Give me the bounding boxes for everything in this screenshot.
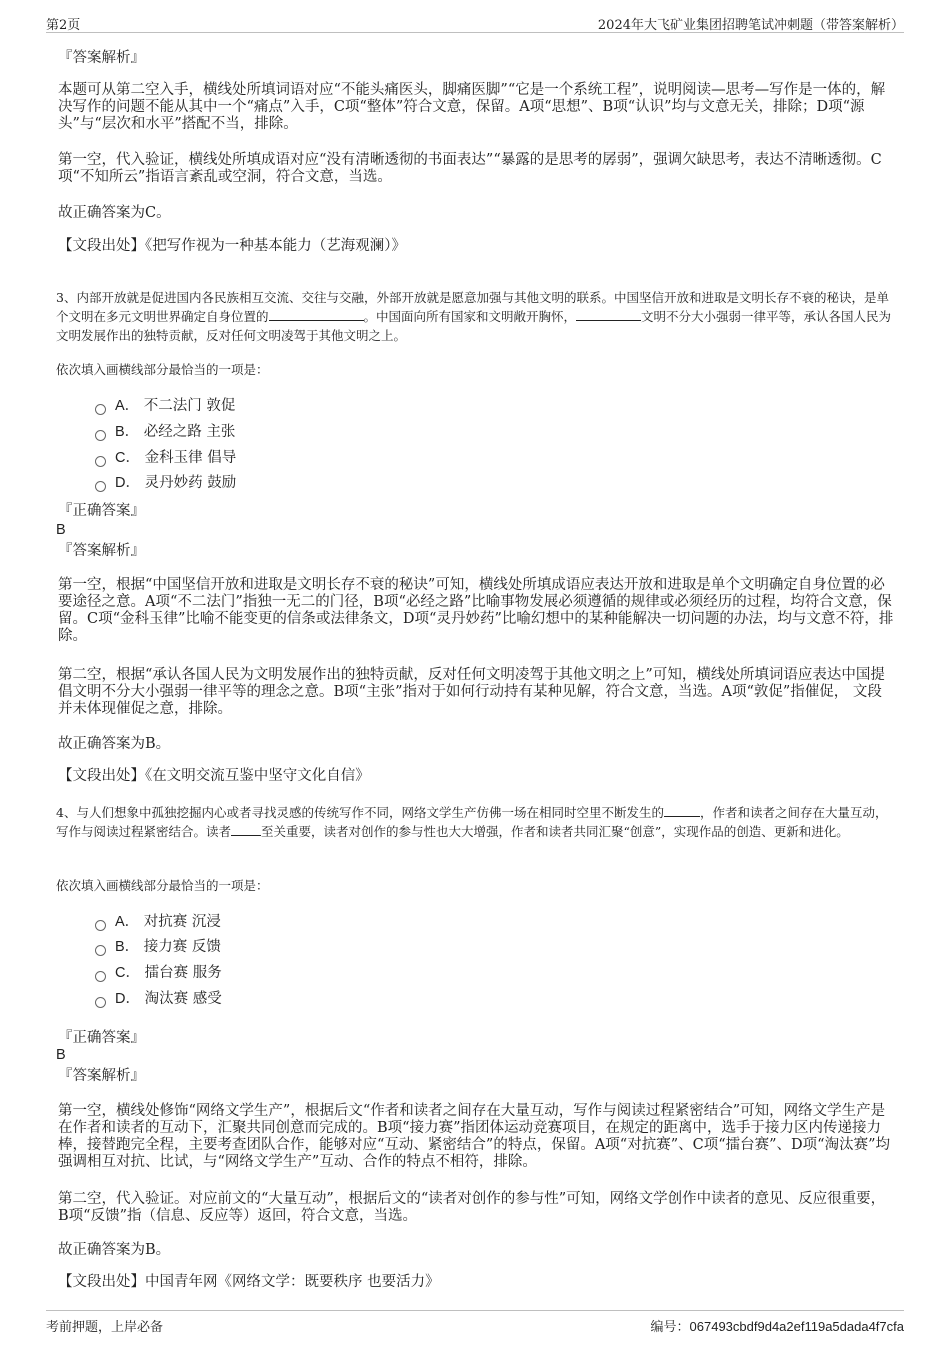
option-letter: C． [115,450,140,466]
q3-prompt: 依次填入画横线部分最恰当的一项是： [56,362,269,377]
option-letter: A． [115,914,140,930]
q3-option-d[interactable] [95,473,236,493]
q4-answer: B [56,1047,66,1063]
footer-code [651,1316,904,1335]
q4-option-a[interactable] [95,912,221,932]
radio-icon[interactable] [95,456,106,467]
q4-source: 【文段出处】中国青年网《网络文学：既要秩序 也要活力》 [58,1274,440,1290]
q4-conclusion: 故正确答案为B。 [58,1242,171,1258]
prev-source: 【文段出处】《把写作视为一种基本能力（艺海观澜）》 [58,238,406,254]
q3-conclusion: 故正确答案为B。 [58,736,171,752]
q4-prompt: 依次填入画横线部分最恰当的一项是： [56,878,269,893]
option-text: 灵丹妙药 鼓励 [144,475,237,491]
q3-analysis-p1: 第一空，根据“中国坚信开放和进取是文明长存不衰的秘诀”可知，横线处所填成语应表达开放和进取是单个文明确定自身位置的必要途径之意。A项“不二法门”指独一无二的门径，B项“必经之路”比喻事物发展必须遵循的规律或必须经历的过程，均符合文意，保留。C项“金科玉律”比喻不能变更的信条或法律条文，D项“灵丹妙药”比喻幻想中的某种能解决一切问题的办法，均与文意不符，排除。 [58,577,894,644]
q4-stem-part3: 至关重要，读者对创作的参与性也大大增强，作者和读者共同汇聚“创意”，实现作品的创造、更新和进化。 [261,824,849,839]
option-letter: C． [115,965,140,981]
page-footer [46,1310,904,1335]
footer-code-value: 067493cbdf9d4a2ef119a5dada4f7cfa [689,1319,904,1334]
q3-answer-label: 『正确答案』 [58,503,145,519]
option-text: 必经之路 主张 [143,424,236,440]
q4-stem [56,803,894,841]
document-title: 2024年大飞矿业集团招聘笔试冲刺题（带答案解析） [597,18,904,33]
q3-blank-2 [576,308,641,321]
q4-blank-2 [231,823,261,836]
option-text: 金科玉律 倡导 [144,450,237,466]
radio-icon[interactable] [95,997,106,1008]
q3-option-c[interactable] [95,448,236,468]
option-text: 接力赛 反馈 [143,939,221,955]
q4-stem-part2: ，作者和读者之间存在大量互动，写作与阅读过程紧密结合。读者 [56,805,888,839]
q3-analysis-label: 『答案解析』 [58,543,145,559]
option-text: 不二法门 敦促 [143,398,236,414]
radio-icon[interactable] [95,971,106,982]
radio-icon[interactable] [95,920,106,931]
option-letter: B． [115,939,140,955]
q3-option-a[interactable] [95,396,235,416]
option-letter: A． [115,398,140,414]
option-text: 擂台赛 服务 [144,965,222,981]
q3-option-b[interactable] [95,422,235,442]
page-number: 第2页 [46,18,81,33]
q4-analysis-p2: 第二空，代入验证。对应前文的“大量互动”，根据后文的“读者对创作的参与性”可知，网络文学创作中读者的意见、反应很重要，B项“反馈”指（信息、反应等）返回，符合文意，当选。 [58,1191,886,1224]
option-text: 对抗赛 沉浸 [143,914,221,930]
footer-slogan: 考前押题，上岸必备 [46,1320,164,1335]
q3-answer: B [56,522,66,538]
option-text: 淘汰赛 感受 [144,991,222,1007]
q4-answer-label: 『正确答案』 [58,1030,145,1046]
q4-option-c[interactable] [95,963,222,983]
prev-analysis-p2: 第一空，代入验证，横线处所填成语对应“没有清晰透彻的书面表达”“暴露的是思考的孱弱”，强调欠缺思考，表达不清晰透彻。C项“不知所云”指语言紊乱或空洞，符合文意，当选。 [58,152,882,185]
q3-stem-part3: 文明不分大小强弱一律平等，承认各国人民为文明发展作出的独特贡献，反对任何文明凌驾于其他文明之上。 [56,309,892,343]
q4-analysis-label: 『答案解析』 [58,1068,145,1084]
q4-stem-part1: 4、与人们想象中孤独挖掘内心或者寻找灵感的传统写作不同，网络文学生产仿佛一场在相同时空里不断发生的 [56,805,664,820]
q3-stem-part1: 3、内部开放就是促进国内各民族相互交流、交往与交融，外部开放就是愿意加强与其他文明的联系。中国坚信开放和进取是文明长存不衰的秘诀，是单个文明在多元文明世界确定自身位置的 [56,290,889,324]
q4-analysis-p1: 第一空，横线处修饰“网络文学生产”，根据后文“作者和读者之间存在大量互动，写作与阅读过程紧密结合”可知，网络文学生产是在作者和读者的互动下，汇聚共同创意而完成的。B项“接力赛”指团体运动竞赛项目，在规定的距离中，选手于接力区内传递接力棒，接替跑完全程，主要考查团队合作，能够对应“互动、紧密结合”的特点，保留。A项“对抗赛”、C项“擂台赛”、D项“淘汰赛”均强调相互对抗、比试，与“网络文学生产”互动、合作的特点不相符，排除。 [58,1103,890,1170]
prev-analysis-p1: 本题可从第二空入手，横线处所填词语对应“不能头痛医头，脚痛医脚”“它是一个系统工程”，说明阅读—思考—写作是一体的，解决写作的问题不能从其中一个“痛点”入手，C项“整体”符合文意，保留。A项“思想”、B项“认识”均与文意无关，排除；D项“源头”与“层次和水平”搭配不当，排除。 [58,82,886,132]
page-header [46,12,904,33]
prev-analysis-label: 『答案解析』 [58,50,145,66]
q3-stem-part2: 。中国面向所有国家和文明敞开胸怀， [363,309,577,324]
option-letter: B． [115,424,140,440]
option-letter: D． [115,475,140,491]
q3-source: 【文段出处】《在文明交流互鉴中坚守文化自信》 [58,768,370,784]
radio-icon[interactable] [95,404,106,415]
radio-icon[interactable] [95,481,106,492]
prev-conclusion: 故正确答案为C。 [58,205,171,221]
q3-stem [56,288,894,345]
footer-code-label: 编号： [650,1320,690,1335]
q4-option-d[interactable] [95,989,222,1009]
radio-icon[interactable] [95,945,106,956]
q3-analysis-p2: 第二空，根据“承认各国人民为文明发展作出的独特贡献，反对任何文明凌驾于其他文明之上”可知，横线处所填词语应表达中国提倡文明不分大小强弱一律平等的理念之意。B项“主张”指对于如何行动持有某种见解，符合文意，当选。A项“敦促”指催促， 文段并未体现催促之意，排除。 [58,667,885,717]
q4-blank-1 [664,804,700,817]
radio-icon[interactable] [95,430,106,441]
q4-option-b[interactable] [95,937,221,957]
option-letter: D． [115,991,140,1007]
q3-blank-1 [269,308,364,321]
